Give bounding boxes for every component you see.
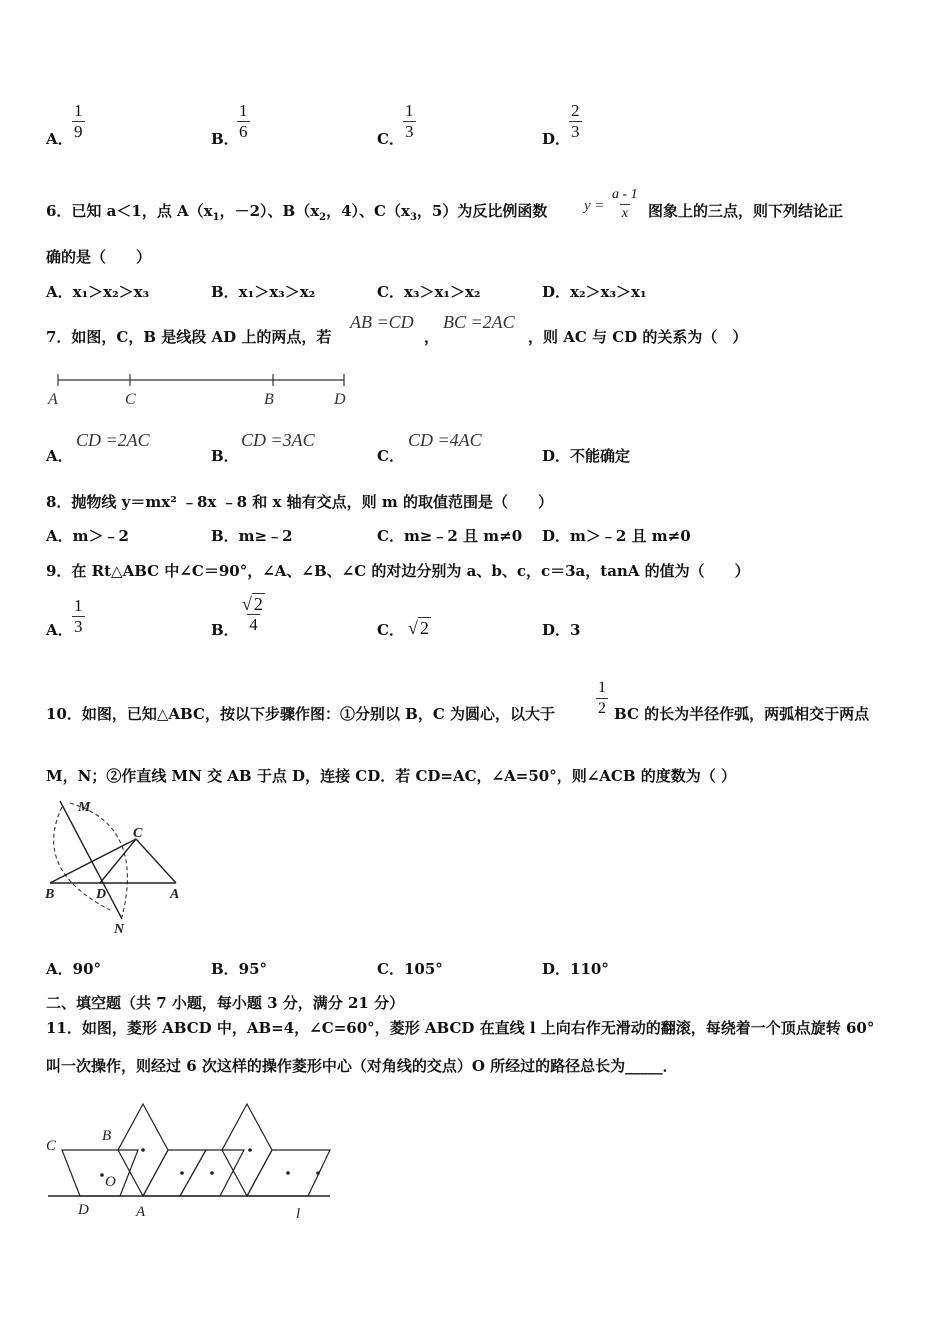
q7-option-a-expr: CD =2AC <box>76 430 150 450</box>
q7-option-a-letter: A． <box>46 447 73 465</box>
q5-option-a-fraction: $\frac{1}{9}$ <box>74 101 83 141</box>
q5-option-c-fraction: $\frac{1}{3}$ <box>405 101 414 141</box>
q10-option-c: C．105° <box>377 960 443 978</box>
q10-figure <box>40 795 190 940</box>
q11-label-b: B <box>102 1128 112 1144</box>
q6-formula-fraction: $\frac{a - 1}{x}$ <box>612 187 638 221</box>
q7-option-d-expr: 不能确定 <box>570 447 631 465</box>
q11-center-dot-5 <box>286 1171 290 1175</box>
q8-stem: 8．抛物线 y＝mx² ﹣8x ﹣8 和 x 轴有交点，则 m 的取值范围是（ ） <box>46 493 553 511</box>
q10-line-mn <box>60 801 122 919</box>
q6-option-c: C．x₃＞x₁＞x₂ <box>377 283 481 301</box>
q7-option-c-letter: C． <box>377 447 404 465</box>
q9-option-a-fraction: $\frac{1}{3}$ <box>74 596 83 636</box>
q10-label-c: C <box>133 826 143 841</box>
q7-condition-2: BC =2AC <box>443 312 515 332</box>
q7-label-c: C <box>125 391 136 408</box>
q11-stem-line2: 叫一次操作，则经过 6 次这样的操作菱形中心（对角线的交点）O 所经过的路径总长为_____． <box>46 1057 678 1075</box>
q5-option-c-letter: C． <box>377 130 404 148</box>
q11-label-l: l <box>296 1206 301 1222</box>
q6-option-a: A．x₁＞x₂＞x₃ <box>46 283 150 301</box>
q9-option-b-letter: B． <box>211 621 239 639</box>
q10-option-d: D．110° <box>542 960 609 978</box>
q11-center-dot-2 <box>180 1171 184 1175</box>
q11-center-dot-6 <box>316 1171 320 1175</box>
q5-option-a-letter: A． <box>46 130 73 148</box>
q10-label-a: A <box>170 887 180 902</box>
q7-condition-1: AB =CD <box>350 312 414 332</box>
q10-segment-ca <box>136 839 176 883</box>
q11-center-o <box>100 1173 104 1177</box>
q5-option-b-fraction: $\frac{1}{6}$ <box>239 101 248 141</box>
q8-option-a: A．m＞﹣2 <box>46 527 129 545</box>
q9-option-c-letter: C． <box>377 621 404 639</box>
q10-stem-end: BC 的长为半径作弧，两弧相交于两点 <box>614 705 870 723</box>
q10-label-m: M <box>78 800 91 815</box>
q6-option-b: B．x₁＞x₃＞x₂ <box>211 283 316 301</box>
q10-label-b: B <box>45 887 55 902</box>
q7-separator: ， <box>424 328 440 346</box>
q11-label-o: O <box>105 1174 116 1190</box>
q10-half-fraction: $\frac{1}{2}$ <box>598 679 606 717</box>
q11-center-dot-1 <box>141 1148 145 1152</box>
q11-stem: 11．如图，菱形 ABCD 中，AB=4，∠C=60°，菱形 ABCD 在直线 l 上向右作无滑动的翻滚，每绕着一个顶点旋转 60° <box>46 1019 875 1037</box>
q7-segment-figure <box>40 366 360 412</box>
q8-option-d: D．m＞﹣2 且 m≠0 <box>542 527 691 545</box>
q10-segment-bc <box>50 839 136 883</box>
q7-option-c-expr: CD =4AC <box>408 430 482 450</box>
q10-label-d: D <box>96 887 107 902</box>
q7-option-d-letter: D． <box>542 447 571 465</box>
q11-label-d: D <box>78 1202 89 1218</box>
q8-option-c: C．m≥﹣2 且 m≠0 <box>377 527 523 545</box>
q6-stem-line2: 确的是（ ） <box>46 248 152 266</box>
q10-segment-dc <box>100 839 136 883</box>
q7-stem: 7．如图，C，B 是线段 AD 上的两点，若 <box>46 328 332 346</box>
q10-option-b: B．95° <box>211 960 268 978</box>
q7-option-b-expr: CD =3AC <box>241 430 315 450</box>
q11-rhombus-initial <box>62 1150 138 1196</box>
q11-rhombus-tilted-1 <box>143 1150 206 1196</box>
section-2-heading: 二、填空题（共 7 小题，每小题 3 分，满分 21 分） <box>46 994 405 1012</box>
q10-stem: 10．如图，已知△ABC，按以下步骤作图：①分别以 B，C 为圆心，以大于 <box>46 705 556 723</box>
q11-figure <box>40 1098 340 1223</box>
q10-stem-line2: M，N；②作直线 MN 交 AB 于点 D，连接 CD．若 CD=AC，∠A=50°，则∠ACB 的度数为（ ） <box>46 767 736 785</box>
q7-option-b-letter: B． <box>211 447 239 465</box>
q10-label-n: N <box>114 922 125 937</box>
q7-label-b: B <box>264 391 274 408</box>
q6-stem: 6．已知 a＜1，点 $A(x_1$，－2）、$B(x_2$，4）、$C(x_3$，5）为反比例函数 <box>46 202 548 223</box>
q6-stem-end: 图象上的三点，则下列结论正 <box>648 202 844 220</box>
q6-option-d: D．x₂＞x₃＞x₁ <box>542 283 647 301</box>
q5-option-d-fraction: $\frac{2}{3}$ <box>571 101 580 141</box>
q11-center-dot-3 <box>210 1171 214 1175</box>
q7-label-a: A <box>48 391 58 408</box>
q5-option-b-letter: B． <box>211 130 239 148</box>
q11-label-a: A <box>136 1204 146 1220</box>
q9-stem: 9．在 Rt△ABC 中∠C＝90°，∠A、∠B、∠C 的对边分别为 a、b、c，c＝3a，tanA 的值为（ ） <box>46 562 750 580</box>
q9-option-b-fraction: $\frac{√ 2}{4}$ <box>242 594 263 634</box>
q7-stem-end: ，则 AC 与 CD 的关系为（ ） <box>528 328 748 346</box>
q11-label-c: C <box>46 1138 57 1154</box>
q5-option-d-letter: D． <box>542 130 571 148</box>
q9-option-c-sqrt: √ 2 <box>408 618 429 638</box>
q9-option-a-letter: A． <box>46 621 73 639</box>
q11-center-dot-4 <box>248 1148 252 1152</box>
q6-formula-lhs: y = <box>584 198 605 214</box>
q7-label-d: D <box>334 391 346 408</box>
q8-option-b: B．m≥﹣2 <box>211 527 293 545</box>
q9-option-d: D．3 <box>542 621 581 639</box>
q10-option-a: A．90° <box>46 960 102 978</box>
